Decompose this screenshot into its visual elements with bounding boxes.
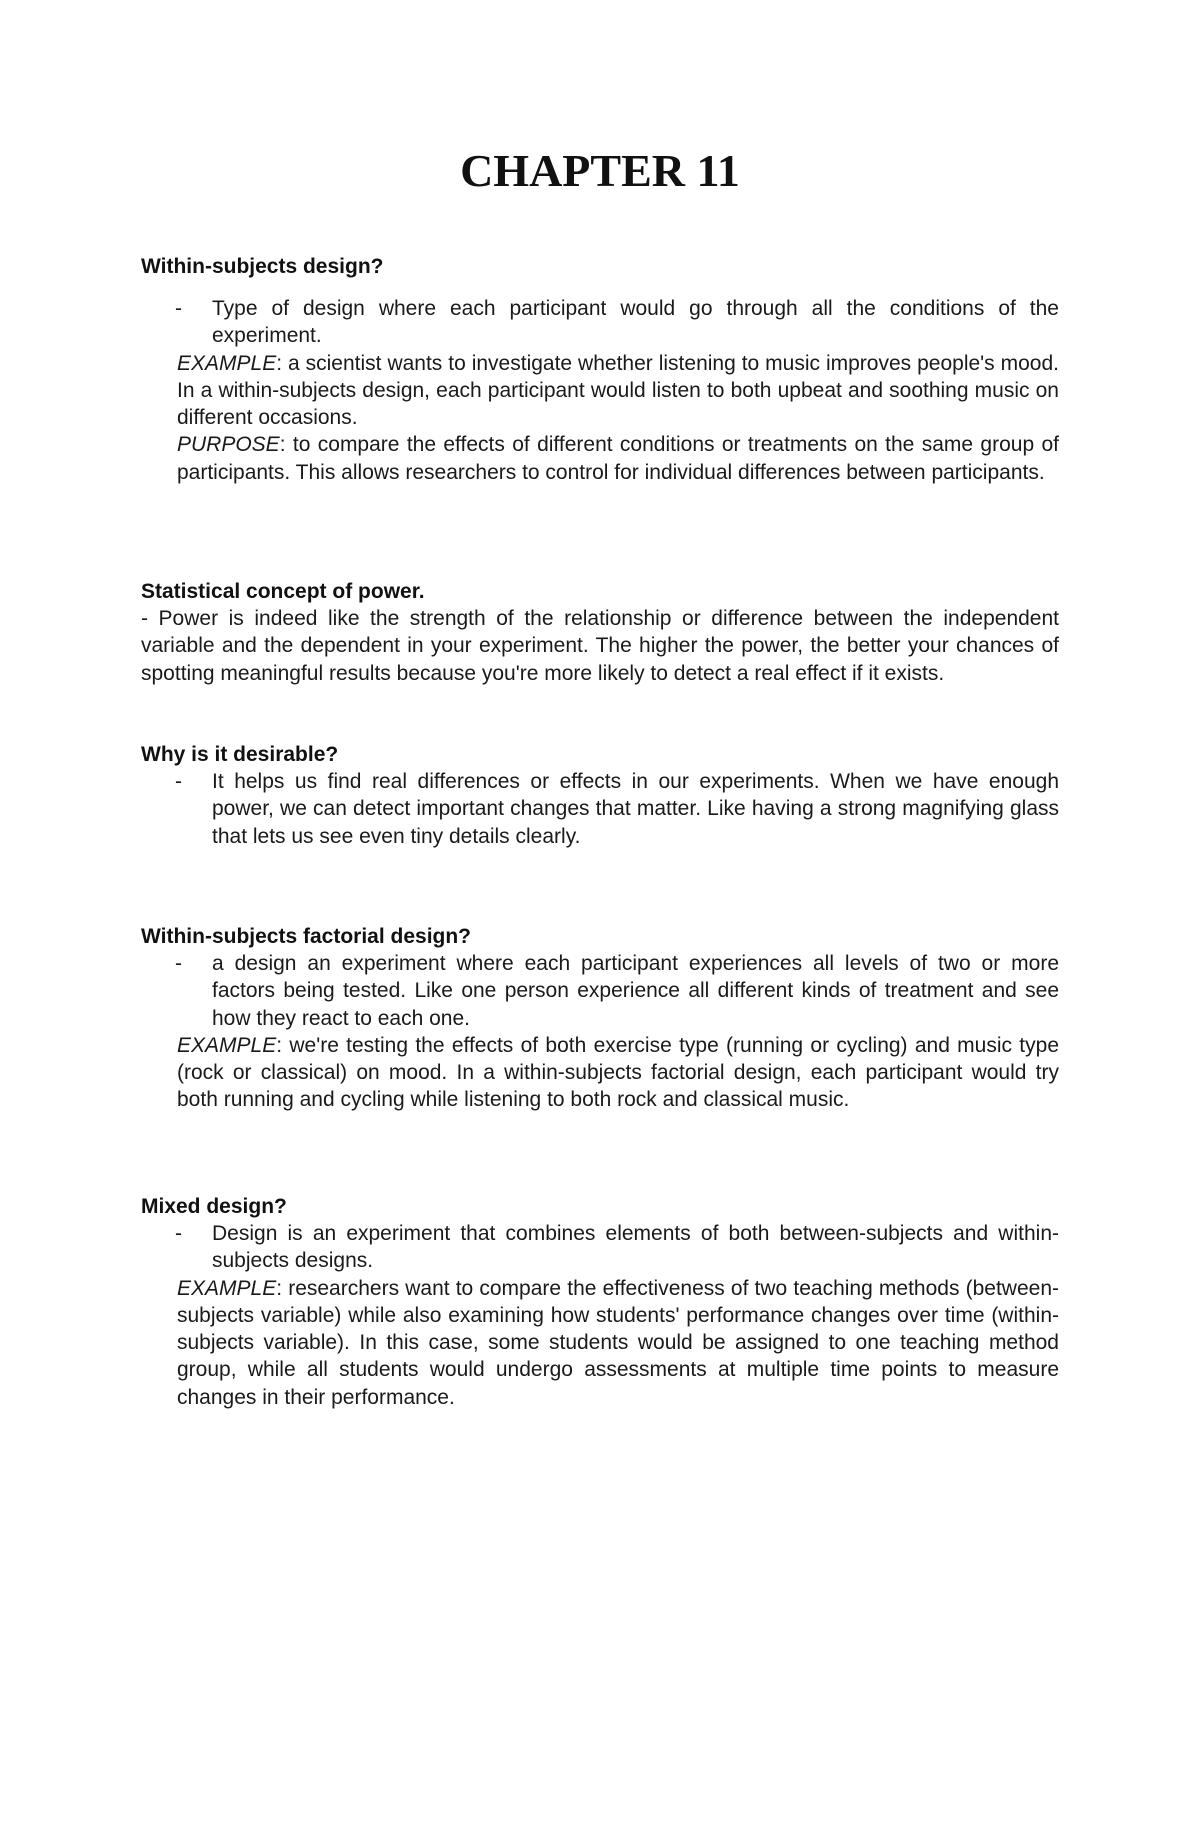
section-heading: Within-subjects factorial design? (141, 925, 472, 948)
section-heading: Mixed design? (141, 1195, 287, 1218)
section-mixed-design (141, 1193, 1059, 1411)
example-text: : a scientist wants to investigate whether listening to music improves people's mood. In a within-subjects design, each participant would listen to both upbeat and soothing music on different occasions. (177, 351, 1059, 430)
bullet-text: a design an experiment where each participant experiences all levels of two or more factors being tested. Like one person experience all different kinds of treatment and see how they react to each one. (212, 952, 1059, 1030)
section-heading: Within-subjects design? (141, 255, 384, 278)
section-heading: Why is it desirable? (141, 743, 339, 766)
purpose-text: : to compare the effects of different conditions or treatments on the same group of participants. This allows researchers to control for individual differences between participants. (177, 433, 1059, 484)
bullet-dash: - (175, 297, 182, 320)
purpose-label: PURPOSE (177, 433, 280, 457)
bullet-dash: - (175, 770, 182, 793)
bullet-item (141, 950, 1059, 1032)
section-within-subjects-factorial (141, 923, 1059, 1114)
bullet-item (141, 768, 1059, 850)
chapter-title: CHAPTER 11 (460, 145, 740, 196)
bullet-text: Type of design where each participant would go through all the conditions of the experiment. (212, 297, 1059, 348)
section-heading: Statistical concept of power. (141, 580, 425, 603)
example-label: EXAMPLE (177, 1033, 277, 1057)
example-paragraph (141, 1275, 1059, 1411)
example-label: EXAMPLE (177, 1276, 277, 1300)
bullet-text: It helps us find real differences or effects in our experiments. When we have enough power, we can detect important changes that matter. Like having a strong magnifying glass that lets us see even tiny details clearly. (212, 770, 1059, 848)
body-paragraph: - Power is indeed like the strength of the relationship or difference between the independent variable and the dependent in your experiment. The higher the power, the better your chances of spotting meaningful results because you're more likely to detect a real effect if it exists. (141, 607, 1059, 685)
example-paragraph (141, 350, 1059, 432)
example-paragraph (141, 1032, 1059, 1114)
bullet-dash: - (175, 1222, 182, 1245)
bullet-text: Design is an experiment that combines elements of both between-subjects and within-subjects designs. (212, 1222, 1059, 1273)
bullet-dash: - (175, 952, 182, 975)
section-why-desirable (141, 741, 1059, 850)
example-text: : we're testing the effects of both exercise type (running or cycling) and music type (rock or classical) on mood. In a within-subjects factorial design, each participant would try both running and cycling while listening to both rock and classical music. (177, 1033, 1059, 1112)
bullet-item (141, 1220, 1059, 1275)
example-label: EXAMPLE (177, 351, 277, 375)
section-within-subjects-design (141, 253, 1059, 486)
section-statistical-power (141, 578, 1059, 687)
purpose-paragraph (141, 431, 1059, 486)
bullet-item (141, 295, 1059, 350)
example-text: : researchers want to compare the effectiveness of two teaching methods (between-subjects variable) while also examining how students' performance changes over time (within-subjects variable). In this case, some students would be assigned to one teaching method group, while all students would undergo assessments at multiple time points to measure changes in their performance. (177, 1276, 1059, 1409)
